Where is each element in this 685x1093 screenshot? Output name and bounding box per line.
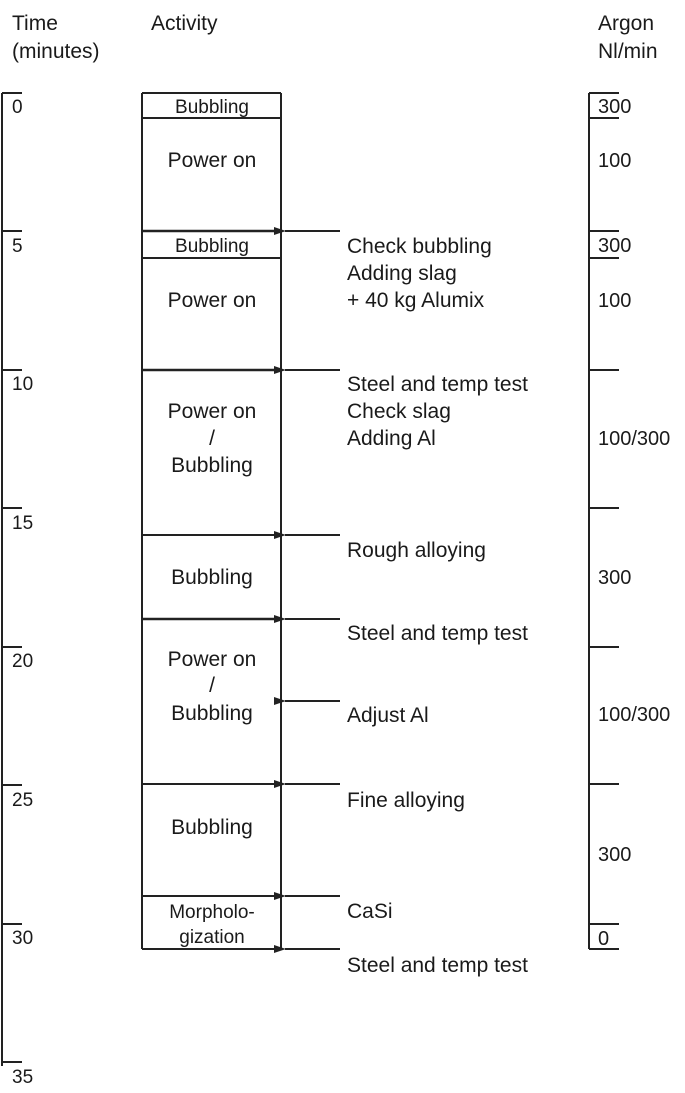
note-adding-slag: Adding slag <box>347 262 457 285</box>
activity-label-bubbling: Bubbling <box>175 97 249 118</box>
activity-label-power-on: Power on <box>167 648 257 671</box>
time-label-35: 35 <box>12 1067 34 1088</box>
note-rough-alloying: Rough alloying <box>347 539 486 562</box>
argon-value: 300 <box>598 844 632 866</box>
activity-label-bubbling: Bubbling <box>171 566 253 589</box>
argon-value: 300 <box>598 96 632 118</box>
time-label-25: 25 <box>12 790 34 811</box>
activity-label-bubbling: Bubbling <box>171 702 253 725</box>
activity-labels <box>168 97 257 948</box>
argon-value: 300 <box>598 567 632 589</box>
note-adjust-al: Adjust Al <box>347 704 429 727</box>
time-label-10: 10 <box>12 374 34 395</box>
activity-label-bubbling: Bubbling <box>175 236 249 257</box>
note-check-bubbling: Check bubbling <box>347 235 492 258</box>
argon-value: 300 <box>598 235 632 257</box>
note-steel-temp-test: Steel and temp test <box>347 373 528 396</box>
argon-value: 100 <box>598 150 632 172</box>
activity-label-bubbling: Bubbling <box>171 816 253 839</box>
argon-column <box>589 93 619 949</box>
note-casi: CaSi <box>347 900 393 923</box>
annotation-arrows <box>285 231 340 949</box>
activity-header: Activity <box>151 12 218 35</box>
time-header-line2: (minutes) <box>12 40 100 63</box>
activity-label-bubbling: Bubbling <box>171 454 253 477</box>
time-label-15: 15 <box>12 513 34 534</box>
note-steel-temp-test: Steel and temp test <box>347 622 528 645</box>
time-axis-labels <box>12 97 33 1088</box>
time-label-0: 0 <box>12 97 23 118</box>
note-fine-alloying: Fine alloying <box>347 789 465 812</box>
activity-label-slash: / <box>209 427 215 450</box>
note-steel-temp-test: Steel and temp test <box>347 954 528 977</box>
activity-label-power-on: Power on <box>167 400 257 423</box>
note-alumix: + 40 kg Alumix <box>347 289 485 312</box>
activity-label-morphologization-2: gization <box>179 927 245 948</box>
time-label-5: 5 <box>12 236 23 257</box>
argon-header-line1: Argon <box>598 12 655 35</box>
annotation-notes <box>347 235 528 977</box>
argon-values <box>598 96 670 950</box>
argon-header-line2: Nl/min <box>598 40 658 63</box>
note-check-slag: Check slag <box>347 400 451 423</box>
argon-value: 0 <box>598 928 610 950</box>
note-adding-al: Adding Al <box>347 427 436 450</box>
activity-label-slash: / <box>209 674 215 697</box>
activity-label-morphologization-1: Morpholo- <box>169 902 255 923</box>
argon-value: 100/300 <box>598 428 671 450</box>
time-header-line1: Time <box>12 12 58 35</box>
argon-value: 100 <box>598 290 632 312</box>
argon-value: 100/300 <box>598 704 671 726</box>
activity-label-power-on: Power on <box>167 149 257 172</box>
activity-label-power-on: Power on <box>167 289 257 312</box>
time-label-30: 30 <box>12 928 34 949</box>
time-label-20: 20 <box>12 651 34 672</box>
